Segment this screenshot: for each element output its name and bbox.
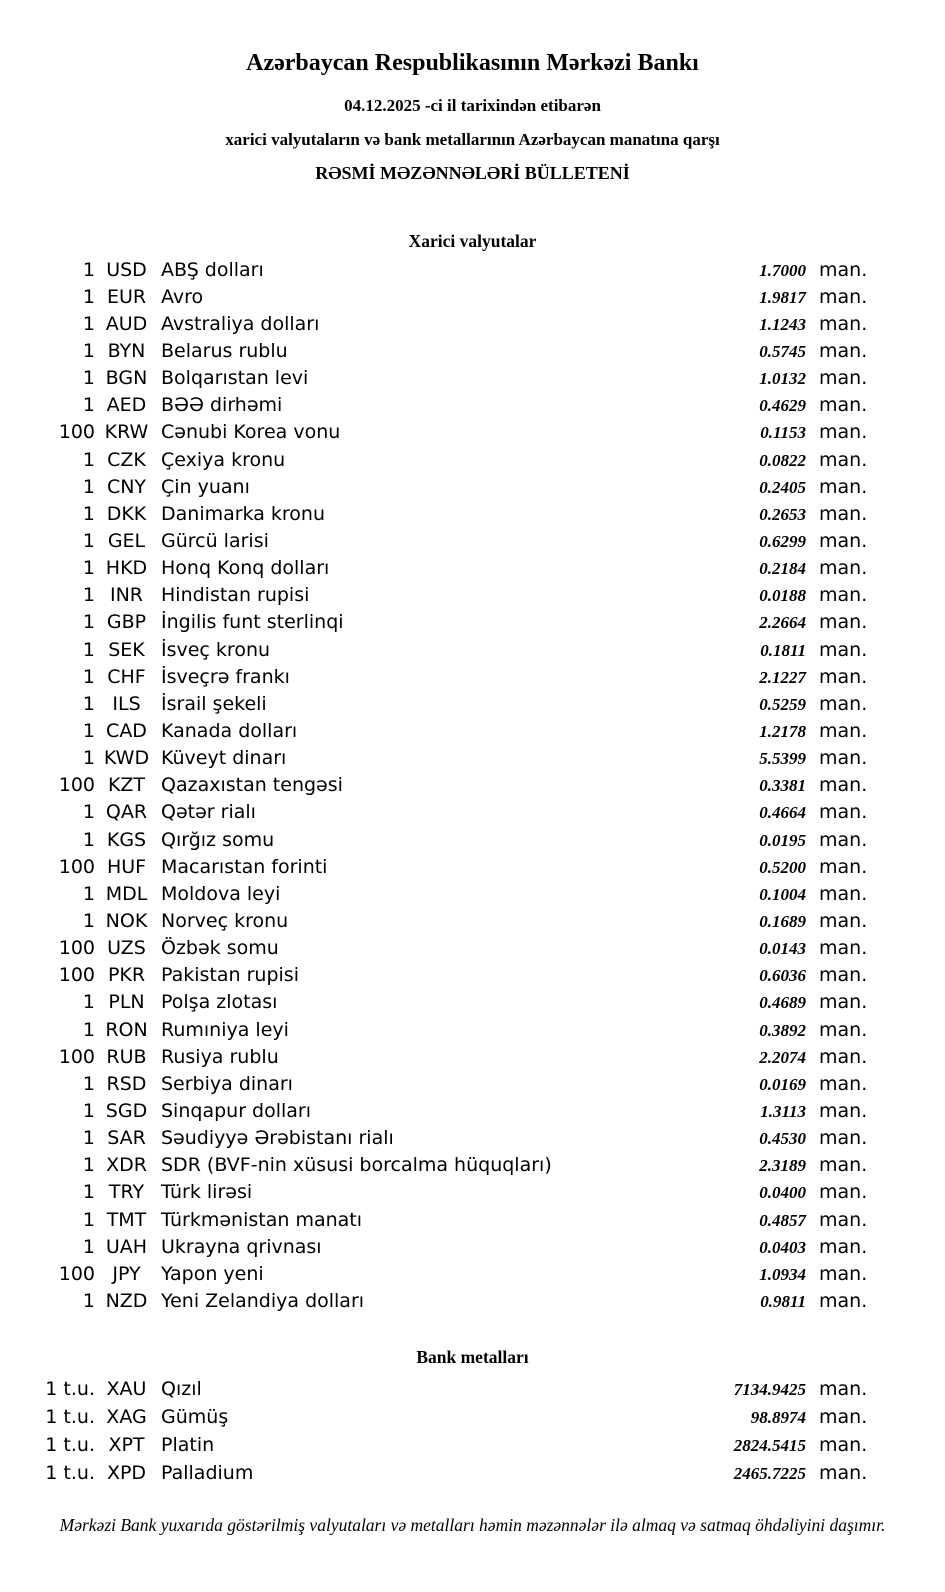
currency-unit-label: man. (819, 285, 868, 308)
bank-name-title: Azərbaycan Respublikasının Mərkəzi Bankı (246, 50, 699, 76)
currency-name: Qətər rialı (161, 801, 256, 824)
currency-code: INR (109, 584, 144, 607)
bank-metals-section (0, 1347, 945, 1487)
currency-row (0, 1071, 945, 1098)
currency-row (0, 419, 945, 446)
currency-code: UZS (107, 937, 146, 960)
currency-code: TMT (106, 1208, 147, 1231)
currency-rate: 0.2405 (759, 477, 806, 497)
currency-code: USD (106, 258, 147, 281)
currency-rate: 5.5399 (759, 749, 806, 769)
currency-quantity: 1 (82, 1289, 95, 1312)
currency-name: Özbək somu (161, 937, 279, 960)
currency-rate: 1.0132 (759, 369, 806, 389)
currency-name: Yapon yeni (161, 1262, 264, 1285)
currency-code: PKR (107, 964, 146, 987)
currency-code: XDR (106, 1154, 147, 1177)
currency-row (0, 962, 945, 989)
currency-row (0, 908, 945, 935)
metal-code: XPD (106, 1462, 147, 1485)
metal-code: XAU (106, 1378, 147, 1401)
metal-unit-label: man. (819, 1378, 868, 1401)
currency-code: DKK (106, 502, 147, 525)
currency-quantity: 1 (82, 638, 95, 661)
metal-rate: 98.8974 (750, 1408, 806, 1428)
currency-name: Çin yuanı (161, 475, 250, 498)
currency-name: Pakistan rupisi (161, 964, 299, 987)
currency-quantity: 1 (82, 747, 95, 770)
metal-name: Gümüş (161, 1406, 229, 1429)
currency-unit-label: man. (819, 367, 868, 390)
currency-code: SAR (107, 1127, 146, 1150)
currency-code: AUD (105, 312, 148, 335)
currency-quantity: 1 (82, 394, 95, 417)
metal-code: XPT (108, 1434, 145, 1457)
currency-code: RSD (106, 1072, 147, 1095)
metal-row (0, 1431, 945, 1459)
currency-row (0, 827, 945, 854)
currency-name: Hindistan rupisi (161, 584, 310, 607)
currency-name: Bolqarıstan levi (161, 367, 309, 390)
currency-row (0, 664, 945, 691)
currency-quantity: 1 (82, 611, 95, 634)
currency-unit-label: man. (819, 557, 868, 580)
currency-code: KWD (103, 747, 150, 770)
metal-quantity: 1 t.u. (45, 1406, 95, 1429)
currency-rate: 1.7000 (759, 260, 806, 280)
currency-row (0, 474, 945, 501)
currency-code: KRW (104, 421, 149, 444)
currency-rate: 2.2664 (759, 613, 806, 633)
bulletin-title: RƏSMİ MƏZƏNNƏLƏRİ BÜLLETENİ (315, 162, 630, 183)
currency-code: PLN (108, 991, 145, 1014)
currency-row (0, 881, 945, 908)
currency-name: Moldova leyi (161, 882, 281, 905)
currency-unit-label: man. (819, 665, 868, 688)
metal-quantity: 1 t.u. (45, 1378, 95, 1401)
currency-row (0, 745, 945, 772)
currency-code: SEK (108, 638, 145, 661)
currency-unit-label: man. (819, 991, 868, 1014)
currency-row (0, 338, 945, 365)
currency-quantity: 1 (82, 828, 95, 851)
currency-rate: 0.3892 (759, 1020, 806, 1040)
currency-rate: 2.3189 (759, 1156, 806, 1176)
currency-unit-label: man. (819, 909, 868, 932)
currency-unit-label: man. (819, 394, 868, 417)
currency-unit-label: man. (819, 448, 868, 471)
currency-code: BGN (105, 367, 148, 390)
currency-rate: 0.5259 (759, 694, 806, 714)
currency-rate: 0.4664 (759, 803, 806, 823)
currency-quantity: 1 (82, 665, 95, 688)
currency-unit-label: man. (819, 692, 868, 715)
currency-code: QAR (105, 801, 148, 824)
currency-row (0, 718, 945, 745)
bulletin-header (0, 0, 945, 184)
currency-name: Gürcü larisi (161, 530, 269, 552)
currency-rate: 0.6036 (759, 966, 806, 986)
currency-unit-label: man. (819, 1154, 868, 1177)
currency-unit-label: man. (819, 475, 868, 498)
currency-rate: 1.2178 (759, 721, 806, 741)
currency-code: TRY (108, 1181, 145, 1204)
metal-rate: 2465.7225 (733, 1464, 806, 1484)
currency-unit-label: man. (819, 747, 868, 770)
currency-unit-label: man. (819, 882, 868, 905)
metal-row (0, 1375, 945, 1403)
currency-row (0, 284, 945, 311)
currency-rate: 0.4857 (759, 1210, 806, 1230)
currency-name: Belarus rublu (161, 340, 288, 363)
currency-quantity: 1 (82, 1018, 95, 1041)
currency-name: Serbiya dinarı (161, 1072, 293, 1095)
currency-name: Qazaxıstan tengəsi (161, 774, 343, 797)
metal-rate: 7134.9425 (733, 1380, 806, 1400)
currency-code: JPY (112, 1262, 141, 1285)
currency-unit-label: man. (819, 1099, 868, 1122)
currency-unit-label: man. (819, 502, 868, 525)
currency-unit-label: man. (819, 937, 868, 960)
currency-row (0, 447, 945, 474)
currency-quantity: 1 (82, 340, 95, 363)
metal-unit-label: man. (819, 1406, 868, 1429)
currency-row (0, 555, 945, 582)
currency-quantity: 1 (82, 1181, 95, 1204)
currency-unit-label: man. (819, 421, 868, 444)
currencies-section-title: Xarici valyutalar (408, 230, 537, 251)
currency-quantity: 100 (58, 1262, 95, 1285)
currency-quantity: 1 (82, 285, 95, 308)
metal-quantity: 1 t.u. (45, 1434, 95, 1457)
currency-rate: 1.1243 (759, 314, 806, 334)
metals-table (0, 1375, 945, 1487)
currency-rate: 1.9817 (759, 287, 806, 307)
currency-name: Küveyt dinarı (161, 747, 287, 770)
currency-rate: 0.0195 (759, 830, 806, 850)
currency-name: Səudiyyə Ərəbistanı rialı (161, 1127, 394, 1150)
currency-code: BYN (107, 340, 146, 363)
currency-quantity: 1 (82, 557, 95, 580)
disclaimer-text: Mərkəzi Bank yuxarıda göstərilmiş valyutaları və metalları həmin məzənnələr ilə almaq və satmaq öhdəliyini daşımır. (59, 1515, 886, 1536)
currency-row (0, 1234, 945, 1261)
currency-code: SGD (105, 1099, 148, 1122)
currency-rate: 0.5745 (759, 342, 806, 362)
currency-name: Kanada dolları (161, 719, 298, 742)
currency-row (0, 501, 945, 528)
currency-quantity: 100 (58, 964, 95, 987)
currency-quantity: 1 (82, 367, 95, 390)
currency-quantity: 1 (82, 882, 95, 905)
currency-quantity: 1 (82, 1235, 95, 1258)
currency-unit-label: man. (819, 1208, 868, 1231)
currency-code: EUR (106, 285, 147, 308)
currency-unit-label: man. (819, 312, 868, 335)
currency-row (0, 1207, 945, 1234)
currency-unit-label: man. (819, 258, 868, 281)
currency-row (0, 989, 945, 1016)
currency-row (0, 1125, 945, 1152)
currency-rate: 0.0143 (759, 939, 806, 959)
currency-name: İsveç kronu (161, 638, 271, 661)
currency-unit-label: man. (819, 1072, 868, 1095)
currency-code: RON (105, 1018, 148, 1041)
currency-row (0, 1261, 945, 1288)
currency-quantity: 1 (82, 475, 95, 498)
effective-date-line: 04.12.2025 -ci il tarixindən etibarən (344, 95, 601, 115)
metal-row (0, 1403, 945, 1431)
currency-row (0, 365, 945, 392)
currency-name: Avstraliya dolları (161, 312, 320, 335)
currency-row (0, 582, 945, 609)
currency-name: SDR (BVF-nin xüsusi borcalma hüquqları) (161, 1154, 552, 1177)
currency-quantity: 100 (58, 1045, 95, 1068)
currency-name: İsrail şekeli (161, 692, 267, 715)
currency-code: NOK (105, 909, 148, 932)
currency-name: Türk lirəsi (161, 1181, 253, 1204)
currency-row (0, 311, 945, 338)
metal-name: Platin (161, 1434, 215, 1457)
currency-unit-label: man. (819, 1127, 868, 1150)
currency-name: Cənubi Korea vonu (161, 421, 341, 444)
currency-rate: 0.6299 (759, 532, 806, 551)
currency-rate: 0.2653 (759, 504, 806, 524)
currency-quantity: 1 (82, 258, 95, 281)
currency-rate: 0.3381 (759, 776, 806, 796)
currency-row (0, 392, 945, 419)
currency-code: MDL (105, 882, 148, 905)
currency-name: Çexiya kronu (161, 448, 286, 471)
currency-quantity: 1 (82, 1072, 95, 1095)
metals-section-title: Bank metalları (416, 1347, 529, 1368)
currency-quantity: 1 (82, 502, 95, 525)
currency-row (0, 799, 945, 826)
foreign-currencies-section (0, 231, 945, 1315)
currency-rate: 0.1689 (759, 911, 806, 931)
currency-rate: 0.1811 (760, 640, 806, 660)
currency-unit-label: man. (819, 1181, 868, 1204)
currency-code: GEL (107, 530, 146, 552)
currency-name: Rumıniya leyi (161, 1018, 289, 1041)
currency-code: HKD (105, 557, 148, 580)
currency-quantity: 1 (82, 801, 95, 824)
currency-code: HUF (106, 855, 147, 878)
currency-name: İngilis funt sterlinqi (161, 611, 344, 634)
currency-code: RUB (106, 1045, 147, 1068)
currency-code: KGS (106, 828, 147, 851)
currency-rate: 0.0822 (759, 450, 806, 470)
currency-row (0, 609, 945, 636)
currency-row (0, 772, 945, 799)
currency-unit-label: man. (819, 774, 868, 797)
currency-quantity: 100 (58, 937, 95, 960)
currency-name: Macarıstan forinti (161, 855, 328, 878)
currency-unit-label: man. (819, 964, 868, 987)
currency-name: Sinqapur dolları (161, 1099, 312, 1122)
currency-unit-label: man. (819, 1235, 868, 1258)
currency-quantity: 100 (58, 855, 95, 878)
metal-name: Palladium (161, 1462, 254, 1485)
currency-name: ABŞ dolları (161, 258, 264, 281)
currency-rate: 2.2074 (759, 1047, 806, 1067)
currency-quantity: 1 (82, 692, 95, 715)
currency-unit-label: man. (819, 1045, 868, 1068)
currency-code: CHF (107, 665, 146, 688)
currency-quantity: 1 (82, 1154, 95, 1177)
currency-quantity: 1 (82, 448, 95, 471)
currency-unit-label: man. (819, 1262, 868, 1285)
currency-rate: 0.4689 (759, 993, 806, 1013)
currency-unit-label: man. (819, 584, 868, 607)
currency-code: GBP (106, 611, 147, 634)
currencies-table (0, 257, 945, 1315)
currency-row (0, 257, 945, 284)
currency-name: Norveç kronu (161, 909, 289, 932)
currency-code: CNY (106, 475, 147, 498)
currency-code: CAD (106, 719, 147, 742)
currency-rate: 1.3113 (760, 1101, 806, 1121)
currency-unit-label: man. (819, 1289, 868, 1312)
currency-quantity: 1 (82, 719, 95, 742)
currency-quantity: 100 (58, 774, 95, 797)
currency-name: Ukrayna qrivnası (161, 1235, 322, 1258)
currency-quantity: 1 (82, 312, 95, 335)
header-subtitle: xarici valyutaların və bank metallarının Azərbaycan manatına qarşı (225, 129, 720, 149)
currency-unit-label: man. (819, 828, 868, 851)
currency-name: BƏƏ dirhəmi (161, 394, 283, 417)
currency-quantity: 1 (82, 1208, 95, 1231)
metal-code: XAG (106, 1406, 147, 1429)
currency-row (0, 528, 945, 555)
metal-rate: 2824.5415 (733, 1436, 806, 1456)
currency-row (0, 1098, 945, 1125)
currency-row (0, 935, 945, 962)
currency-quantity: 1 (82, 584, 95, 607)
currency-rate: 0.4530 (759, 1129, 806, 1149)
currency-rate: 0.0169 (759, 1074, 806, 1094)
currency-code: NZD (105, 1289, 148, 1312)
currency-unit-label: man. (819, 530, 868, 552)
currency-rate: 0.1004 (759, 884, 806, 904)
currency-rate: 0.1153 (760, 423, 806, 443)
currency-name: Qırğız somu (161, 828, 275, 851)
currency-unit-label: man. (819, 638, 868, 661)
currency-unit-label: man. (819, 611, 868, 634)
currency-code: UAH (105, 1235, 148, 1258)
currency-code: ILS (112, 692, 141, 715)
currency-rate: 0.4629 (759, 396, 806, 416)
currency-row (0, 1152, 945, 1179)
currency-unit-label: man. (819, 719, 868, 742)
currency-rate: 0.0188 (759, 586, 806, 606)
currency-quantity: 100 (58, 421, 95, 444)
currency-name: Türkmənistan manatı (161, 1208, 363, 1231)
currency-unit-label: man. (819, 1018, 868, 1041)
currency-rate: 0.2184 (759, 559, 806, 579)
currency-rate: 0.9811 (760, 1291, 806, 1311)
currency-name: İsveçrə frankı (161, 665, 290, 688)
currency-name: Honq Konq dolları (161, 557, 330, 580)
currency-unit-label: man. (819, 855, 868, 878)
currency-code: CZK (107, 448, 146, 471)
currency-unit-label: man. (819, 801, 868, 824)
currency-rate: 1.0934 (759, 1264, 806, 1284)
currency-rate: 0.5200 (759, 857, 806, 877)
currency-row (0, 1288, 945, 1315)
currency-rate: 0.0403 (759, 1237, 806, 1257)
currency-code: AED (106, 394, 147, 417)
currency-quantity: 1 (82, 909, 95, 932)
bulletin-footer (0, 1515, 945, 1536)
currency-name: Danimarka kronu (161, 502, 326, 525)
currency-row (0, 1017, 945, 1044)
metal-unit-label: man. (819, 1462, 868, 1485)
currency-quantity: 1 (82, 1099, 95, 1122)
currency-code: KZT (107, 774, 146, 797)
currency-quantity: 1 (82, 530, 95, 552)
currency-name: Rusiya rublu (161, 1045, 279, 1068)
currency-row (0, 637, 945, 664)
currency-row (0, 691, 945, 718)
currency-row (0, 1044, 945, 1071)
currency-quantity: 1 (82, 991, 95, 1014)
currency-quantity: 1 (82, 1127, 95, 1150)
currency-row (0, 854, 945, 881)
metal-unit-label: man. (819, 1434, 868, 1457)
currency-rate: 0.0400 (759, 1183, 806, 1203)
currency-name: Polşa zlotası (161, 991, 278, 1014)
currency-unit-label: man. (819, 340, 868, 363)
metal-row (0, 1459, 945, 1487)
currency-name: Yeni Zelandiya dolları (161, 1289, 365, 1312)
currency-rate: 2.1227 (759, 667, 806, 687)
currency-row (0, 1179, 945, 1206)
metal-name: Qızıl (161, 1378, 202, 1401)
metal-quantity: 1 t.u. (45, 1462, 95, 1485)
currency-name: Avro (161, 285, 204, 308)
